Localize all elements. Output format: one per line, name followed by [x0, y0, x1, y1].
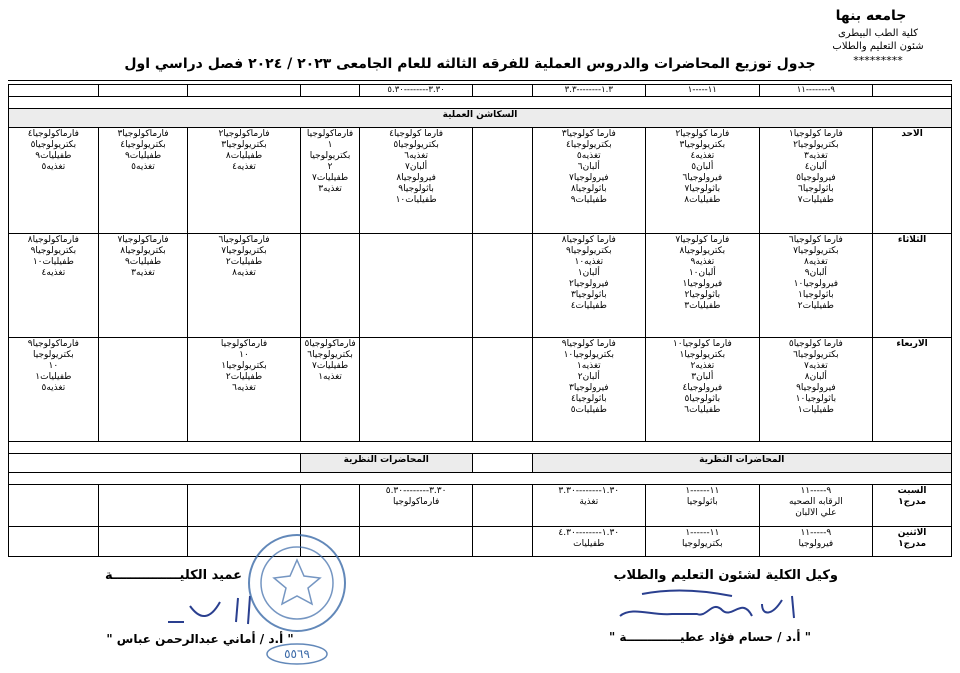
cell-line: علي الالبان: [795, 508, 837, 518]
cell-line: فارما كولوجيا٥: [788, 339, 843, 349]
session-cell: [98, 234, 188, 338]
cell-line: تغذيه٦: [404, 151, 428, 161]
session-cell: [532, 234, 646, 338]
cell-line: بكتريولوجيا٤: [566, 140, 612, 150]
cell-line: ١١------١: [685, 528, 720, 538]
lecture-hall: مدرج١: [898, 497, 927, 507]
lecture-row: [9, 527, 952, 557]
lecture-cell: [300, 485, 360, 527]
day-row: [9, 128, 952, 234]
lecture-day-name: السبت: [897, 486, 927, 496]
page-title: جدول توزيع المحاضرات والدروس العملية للفرقه الثالثه للعام الجامعى ٢٠٢٣ / ٢٠٢٤ فصل دراسي اول: [124, 56, 816, 72]
cell-line: تغذيه٣: [318, 184, 342, 194]
cell-line: فارما كولوجيا٨: [561, 235, 616, 245]
cell-line: طفيليات٩: [35, 151, 72, 161]
cell-line: طفيليات٢: [225, 372, 263, 382]
cell-line: طفيليات٨: [225, 151, 263, 161]
lecture-cell: [188, 485, 300, 527]
cell-line: ألبان٦: [577, 162, 600, 172]
cell-line: ٩-----١١: [800, 486, 832, 496]
cell-line: ألبان٨: [804, 372, 827, 382]
session-cell: [9, 338, 99, 442]
time-slot: ٩--------١١: [759, 85, 873, 97]
lecture-row: [9, 485, 952, 527]
cell-line: بكتريولوجيا١: [679, 350, 726, 360]
cell-line: بكتريولوجيا٨: [120, 246, 166, 256]
cell-line: ألبان١: [577, 268, 600, 278]
lecture-cell: [360, 485, 472, 527]
cell-line: بكتريولوجيا٦: [307, 350, 353, 360]
cell-line: فارماكولوجيا٥: [304, 339, 356, 349]
cell-line: طفيليات٧: [311, 173, 349, 183]
cell-line: باثولوجيا١: [798, 290, 834, 300]
cell-line: بكتريولوجيا٦: [793, 350, 839, 360]
cell-line: فارماكولوجيا٣: [117, 129, 169, 139]
cell-line: بكتريولوجيا: [681, 539, 723, 549]
cell-line: ألبان١٠: [688, 268, 716, 278]
session-cell: [9, 234, 99, 338]
lecture-cell: [9, 527, 99, 557]
cell-line: فارما كولوجيا٤: [389, 129, 444, 139]
schedule-table: [8, 84, 952, 557]
cell-line: ألبان٢: [577, 372, 600, 382]
time-slot: [300, 85, 360, 97]
lectures-band-right: المحاضرات النظرية: [532, 454, 951, 473]
cell-line: تغذيه٩: [690, 257, 715, 267]
cell-line: فيرولوجيا١٠: [793, 279, 839, 289]
time-slot: [9, 85, 99, 97]
vice-dean-role: وكيل الكلية لشئون التعليم والطلاب: [613, 568, 838, 583]
session-cell: [300, 234, 360, 338]
cell-line: تغذيه٥: [576, 151, 601, 161]
cell-line: تغذيه٨: [803, 257, 828, 267]
day-label: الاربعاء: [873, 338, 952, 442]
cell-line: تغذيه٦: [232, 383, 256, 393]
cell-line: تغذيه٥: [131, 162, 155, 172]
cell-line: فارماكولوجيا: [220, 339, 268, 349]
lecture-day-name: الاثنين: [897, 528, 927, 538]
lecture-cell: [646, 485, 760, 527]
cell-line: فيرولوجيا٥: [796, 173, 836, 183]
cell-line: فيرولوجيا: [798, 539, 834, 549]
session-cell: [532, 338, 646, 442]
time-slot: [472, 85, 532, 97]
spacer-row: [9, 442, 952, 454]
cell-line: طفيليات١٠: [32, 257, 74, 267]
cell-line: فارما كولوجيا٧: [675, 235, 730, 245]
lecture-hall: مدرج١: [898, 539, 927, 549]
session-cell: [646, 234, 760, 338]
stamp-number: ٥٥٦٩: [284, 647, 310, 661]
cell-line: فيرولوجيا٦: [682, 173, 723, 183]
cell-line: تغذيه٤: [232, 162, 256, 172]
cell-line: ١.٣٠--------٣.٣٠: [558, 486, 620, 496]
session-cell: [646, 338, 760, 442]
cell-line: تغذيه٥: [41, 162, 66, 172]
cell-line: باثولوجيا٨: [570, 184, 607, 194]
vice-dean-signature: [612, 586, 802, 626]
time-slot: ٣.٣٠--------٥.٣٠: [360, 85, 472, 97]
cell-line: طفيليات٢: [225, 257, 263, 267]
cell-line: الرقابه الصحيه: [788, 497, 843, 507]
cell-line: بكتريولوجيا١: [221, 361, 267, 371]
day-row: [9, 338, 952, 442]
lectures-band-left: المحاضرات النظرية: [300, 454, 472, 473]
schedule-body: [9, 85, 952, 557]
cell-line: ١: [327, 140, 333, 150]
session-cell: [300, 128, 360, 234]
cell-line: طفيليات٣: [684, 301, 721, 311]
cell-line: فيرولوجيا٨: [396, 173, 436, 183]
lecture-cell: [98, 527, 188, 557]
cell-line: تغذيه٥: [41, 383, 66, 393]
cell-line: بكتريولوجيا٧: [793, 246, 839, 256]
cell-line: تغذيه٧: [803, 361, 828, 371]
lecture-day-label: [873, 527, 952, 557]
lecture-cell: [9, 485, 99, 527]
lecture-cell: [472, 485, 532, 527]
session-cell: [9, 128, 99, 234]
cell-line: بكتريولوجيا: [32, 350, 74, 360]
lecture-cell: [472, 527, 532, 557]
cell-line: بكتريولوجيا: [309, 151, 351, 161]
cell-line: ١٠: [239, 350, 249, 360]
cell-line: باثولوجيا١٠: [795, 394, 837, 404]
cell-line: طفيليات١: [35, 372, 72, 382]
cell-line: تغذية: [579, 497, 599, 507]
cell-line: فيرولوجيا٤: [682, 383, 723, 393]
cell-line: بكتريولوجيا٧: [221, 246, 267, 256]
spacer-row: [9, 97, 952, 109]
cell-line: فارما كولوجيا١: [788, 129, 843, 139]
cell-line: ألبان٣: [691, 372, 714, 382]
cell-line: طفيليات١٠: [395, 195, 437, 205]
cell-line: باثولوجيا٩: [398, 184, 434, 194]
session-cell: [759, 338, 873, 442]
cell-line: طفيليات٩: [124, 257, 162, 267]
cell-line: فارما كولوجيا٢: [675, 129, 730, 139]
time-slot: [188, 85, 300, 97]
cell-line: طفيليات١: [797, 405, 834, 415]
session-cell: [300, 338, 360, 442]
vice-dean-name: " أ.د / حسام فؤاد عطيـــــــــــــة ": [609, 630, 811, 644]
cell-line: ٩-----١١: [800, 528, 832, 538]
cell-line: فارما كولوجيا٩: [561, 339, 616, 349]
cell-line: طفيليات٧: [797, 195, 834, 205]
cell-line: فارماكولوجيا: [306, 129, 354, 139]
lecture-cell: [360, 527, 472, 557]
day-row: [9, 234, 952, 338]
cell-line: طفيليات٥: [570, 405, 607, 415]
cell-line: ٣.٣٠--------٥.٣٠: [385, 486, 447, 496]
dean-role: عميد الكليـــــــــــــــة: [105, 568, 242, 583]
session-cell: [360, 234, 472, 338]
lecture-cell: [759, 485, 873, 527]
cell-line: طفيليات٨: [684, 195, 721, 205]
university-name: جامعه بنها: [835, 8, 907, 24]
cell-line: باثولوجيا٤: [570, 394, 607, 404]
cell-line: بكتريولوجيا١٠: [563, 350, 614, 360]
cell-line: فارما كولوجيا٣: [561, 129, 616, 139]
session-cell: [188, 128, 300, 234]
session-cell: [188, 234, 300, 338]
cell-line: بكتريولوجيا٥: [393, 140, 439, 150]
cell-line: بكتريولوجيا٣: [221, 140, 267, 150]
session-cell: [532, 128, 646, 234]
session-cell: [759, 234, 873, 338]
cell-line: ألبان٥: [691, 162, 714, 172]
cell-line: طفيليات٩: [124, 151, 162, 161]
cell-line: طفيليات٤: [570, 301, 607, 311]
cell-line: فارماكولوجيا٤: [27, 129, 79, 139]
cell-line: فيرولوجيا٢: [569, 279, 609, 289]
header-stars: *********: [853, 54, 903, 67]
cell-line: فارماكولوجيا٨: [27, 235, 79, 245]
cell-line: بكتريولوجيا٩: [566, 246, 612, 256]
cell-line: فارماكولوجيا٢: [218, 129, 270, 139]
cell-line: بكتريولوجيا٢: [793, 140, 839, 150]
cell-line: بكتريولوجيا٤: [120, 140, 166, 150]
lecture-cell: [759, 527, 873, 557]
cell-line: طفيليات٧: [311, 361, 349, 371]
cell-line: باثولوجيا٣: [570, 290, 607, 300]
cell-line: ١.٣٠--------٤.٣٠: [558, 528, 620, 538]
cell-line: تغذيه٤: [690, 151, 715, 161]
session-cell: [759, 128, 873, 234]
cell-line: ألبان٧: [405, 162, 428, 172]
cell-line: طفيليات٢: [797, 301, 834, 311]
cell-line: باثولوجيا٢: [684, 290, 721, 300]
time-slot: ١.٣--------٣.٣: [532, 85, 646, 97]
lecture-cell: [532, 527, 646, 557]
cell-line: ألبان٤: [804, 162, 827, 172]
day-header-cell: [873, 85, 952, 97]
cell-line: طفيليات: [573, 539, 605, 549]
time-slot: ١١-----١: [646, 85, 760, 97]
cell-line: بكتريولوجيا٥: [30, 140, 77, 150]
lecture-cell: [98, 485, 188, 527]
session-cell: [360, 338, 472, 442]
cell-line: فارماكولوجيا٧: [117, 235, 169, 245]
cell-line: ١١------١: [685, 486, 720, 496]
cell-line: فيرولوجيا١: [682, 279, 723, 289]
cell-line: تغذيه٢: [690, 361, 715, 371]
cell-line: تغذيه١٠: [574, 257, 604, 267]
cell-line: ١٠: [48, 361, 59, 371]
cell-line: فيرولوجيا٣: [569, 383, 609, 393]
cell-line: بكتريولوجيا٣: [679, 140, 726, 150]
title-divider: [8, 80, 952, 81]
cell-line: فيرولوجيا٧: [569, 173, 609, 183]
cell-line: تغذيه١: [318, 372, 342, 382]
cell-line: فارماكولوجيا٦: [218, 235, 270, 245]
session-cell: [472, 128, 532, 234]
affairs-dept: شئون التعليم والطلاب: [832, 41, 924, 52]
session-cell: [646, 128, 760, 234]
cell-line: ألبان٩: [804, 268, 827, 278]
cell-line: فارماكولوجيا: [392, 497, 440, 507]
time-slot: [98, 85, 188, 97]
cell-line: تغذيه٤: [41, 268, 66, 278]
cell-line: باثولوجيا٧: [684, 184, 721, 194]
lecture-cell: [646, 527, 760, 557]
faculty-name: كلية الطب البيطرى: [837, 28, 919, 39]
day-label: الثلاثاء: [873, 234, 952, 338]
cell-line: تغذيه٣: [131, 268, 155, 278]
session-cell: [98, 338, 188, 442]
cell-line: طفيليات٩: [570, 195, 607, 205]
cell-line: باثولوجيا٥: [684, 394, 721, 404]
cell-line: طفيليات٦: [684, 405, 721, 415]
cell-line: فيرولوجيا٩: [796, 383, 836, 393]
cell-line: تغذيه١: [576, 361, 601, 371]
session-cell: [98, 128, 188, 234]
lecture-day-label: [873, 485, 952, 527]
band-gap: [472, 454, 532, 473]
band-empty: [9, 454, 301, 473]
cell-line: فارما كولوجيا١٠: [672, 339, 732, 349]
spacer-row: [9, 473, 952, 485]
cell-line: بكتريولوجيا٩: [30, 246, 77, 256]
cell-line: فارماكولوجيا٩: [27, 339, 79, 349]
lecture-cell: [532, 485, 646, 527]
faculty-stamp: [242, 528, 352, 668]
cell-line: تغذيه٣: [803, 151, 828, 161]
cell-line: ٢: [327, 162, 333, 172]
dean-name: " أ.د / أماني عبدالرحمن عباس ": [106, 632, 294, 646]
cell-line: فارما كولوجيا٦: [788, 235, 843, 245]
time-row: [9, 85, 952, 97]
session-cell: [360, 128, 472, 234]
session-cell: [472, 338, 532, 442]
session-cell: [188, 338, 300, 442]
cell-line: بكتريولوجيا٨: [679, 246, 726, 256]
cell-line: باثولوجيا: [686, 497, 718, 507]
session-cell: [472, 234, 532, 338]
practical-band: السكاشن العملية: [9, 109, 952, 128]
cell-line: تغذيه٨: [232, 268, 256, 278]
cell-line: باثولوجيا٦: [798, 184, 834, 194]
day-label: الاحد: [873, 128, 952, 234]
